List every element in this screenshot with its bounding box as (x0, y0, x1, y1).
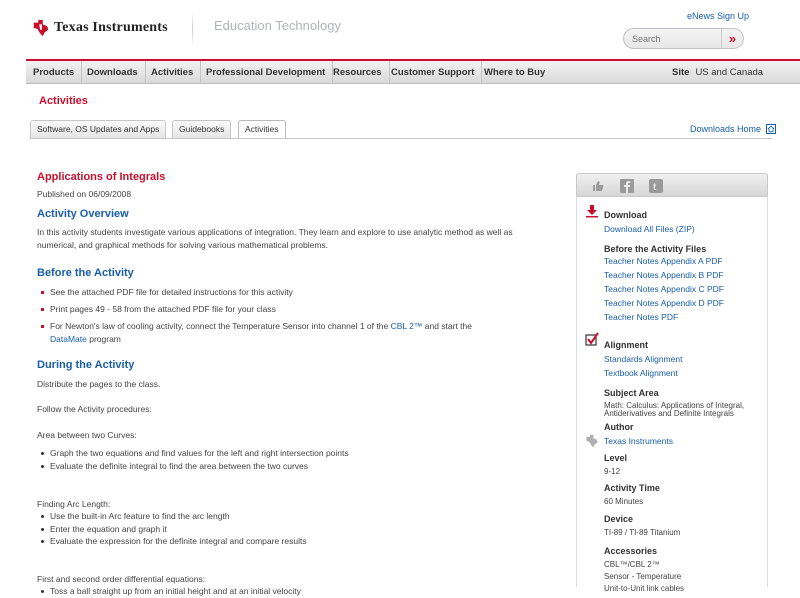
site-selector[interactable] (672, 61, 763, 84)
tab-guidebooks[interactable]: Guidebooks (172, 120, 231, 138)
list-item: Toss a ball straight up from an initial height and at an initial velocity (50, 586, 301, 596)
search-input[interactable] (632, 32, 716, 46)
logo-text: Texas Instruments (54, 20, 168, 35)
share-bar (576, 173, 768, 197)
overview-text: In this activity students investigate various applications of integration. They learn and explore to use analytic method as well as numerical, and graphical methods for solving various mathematical problems. (37, 227, 513, 250)
main-nav (26, 59, 800, 84)
section-title: Education Technology (214, 18, 341, 33)
level-heading: Level (604, 453, 628, 463)
download-all-link[interactable]: Download All Files (ZIP) (604, 224, 695, 234)
arc-label: Finding Arc Length: (37, 499, 111, 509)
header-divider (192, 12, 193, 46)
list-item (50, 320, 540, 346)
site-value: US and Canada (695, 67, 764, 78)
enews-signup-link[interactable]: eNews Sign Up (687, 11, 750, 21)
texas-state-icon (32, 19, 50, 37)
activity-sidebar (576, 173, 768, 598)
ti-state-icon (585, 434, 599, 448)
device-value: TI-89 / TI-89 Titanium (604, 528, 681, 537)
file-link[interactable]: Teacher Notes Appendix D PDF (604, 298, 725, 308)
list-item-text: and start the (422, 321, 472, 331)
nav-resources[interactable]: Resources (326, 61, 390, 84)
during-text: Follow the Activity procedures: (37, 404, 152, 414)
list-item: Evaluate the definite integral to find the area between the two curves (50, 461, 308, 471)
list-item: Enter the equation and graph it (50, 524, 167, 534)
diff-label: First and second order differential equations: (37, 574, 206, 584)
list-item: Graph the two equations and find values for the left and right intersection points (50, 448, 349, 458)
svg-text:t: t (653, 182, 657, 193)
activity-title: Applications of Integrals (37, 171, 166, 183)
nav-activities[interactable]: Activities (144, 61, 201, 84)
checkbox-checked-icon (585, 332, 599, 346)
published-date: Published on 06/09/2008 (37, 189, 132, 199)
file-link[interactable]: Teacher Notes Appendix B PDF (604, 270, 724, 280)
standards-alignment-link[interactable]: Standards Alignment (604, 354, 683, 364)
accessory-item: Sensor - Temperature (604, 572, 682, 581)
subject-heading: Subject Area (604, 388, 659, 398)
search-box (623, 28, 744, 49)
download-icon (585, 204, 599, 218)
textbook-alignment-link[interactable]: Textbook Alignment (604, 368, 678, 378)
datamate-link[interactable]: DataMate (50, 334, 87, 344)
list-item: See the attached PDF file for detailed instructions for this activity (50, 287, 293, 297)
nav-where-to-buy[interactable]: Where to Buy (484, 67, 546, 78)
site-label: Site (672, 67, 690, 78)
home-icon (766, 124, 776, 134)
tab-activities[interactable]: Activities (238, 120, 286, 139)
time-value: 60 Minutes (604, 497, 644, 506)
nav-professional-development[interactable]: Professional Development (199, 61, 333, 84)
author-link[interactable]: Texas Instruments (604, 436, 673, 446)
subject-line: Antiderivatives and Definite Integrals (604, 409, 734, 418)
level-value: 9-12 (604, 467, 621, 476)
accessory-item: Unit-to-Unit link cables (604, 584, 685, 593)
list-item-text: For Newton's law of cooling activity, connect the Temperature Sensor into channel 1 of the (50, 321, 391, 331)
tab-divider (30, 138, 772, 139)
during-text: Distribute the pages to the class. (37, 379, 161, 389)
overview-heading: Activity Overview (37, 208, 129, 220)
nav-customer-support[interactable]: Customer Support (384, 61, 482, 84)
before-heading: Before the Activity (37, 267, 134, 279)
subject-line: Math: Calculus: Applications of Integral, (604, 401, 745, 410)
facebook-icon[interactable] (620, 179, 634, 193)
file-link[interactable]: Teacher Notes Appendix C PDF (604, 284, 725, 294)
list-item: Print pages 49 - 58 from the attached PDF file for your class (50, 304, 276, 314)
page-title: Activities (39, 95, 88, 107)
twitter-icon[interactable] (649, 179, 663, 193)
downloads-home-label: Downloads Home (690, 124, 762, 134)
alignment-heading: Alignment (604, 340, 648, 350)
like-icon[interactable] (591, 179, 605, 193)
downloads-home-link[interactable] (690, 124, 776, 134)
device-heading: Device (604, 514, 634, 524)
ti-logo[interactable] (32, 19, 168, 37)
nav-downloads[interactable]: Downloads (80, 61, 146, 84)
list-item: Use the built-in Arc feature to find the arc length (50, 511, 230, 521)
area-label: Area between two Curves: (37, 430, 137, 440)
sidebar-content (576, 197, 768, 593)
author-heading: Author (604, 422, 634, 432)
site-header (0, 0, 800, 58)
download-heading: Download (604, 210, 647, 220)
nav-products[interactable]: Products (26, 61, 82, 84)
list-item: Evaluate the expression for the definite integral and compare results (50, 536, 307, 546)
time-heading: Activity Time (604, 483, 660, 493)
accessories-heading: Accessories (604, 546, 658, 556)
tab-software-updates[interactable]: Software, OS Updates and Apps (30, 120, 166, 138)
accessory-item: CBL™/CBL 2™ (604, 560, 660, 569)
file-link[interactable]: Teacher Notes Appendix A PDF (604, 256, 723, 266)
cbl2-link[interactable]: CBL 2™ (390, 321, 423, 331)
file-link[interactable]: Teacher Notes PDF (604, 312, 679, 322)
before-files-heading: Before the Activity Files (604, 244, 707, 254)
search-button[interactable]: » (721, 28, 743, 49)
during-heading: During the Activity (37, 359, 135, 371)
list-item-text: program (86, 334, 121, 344)
